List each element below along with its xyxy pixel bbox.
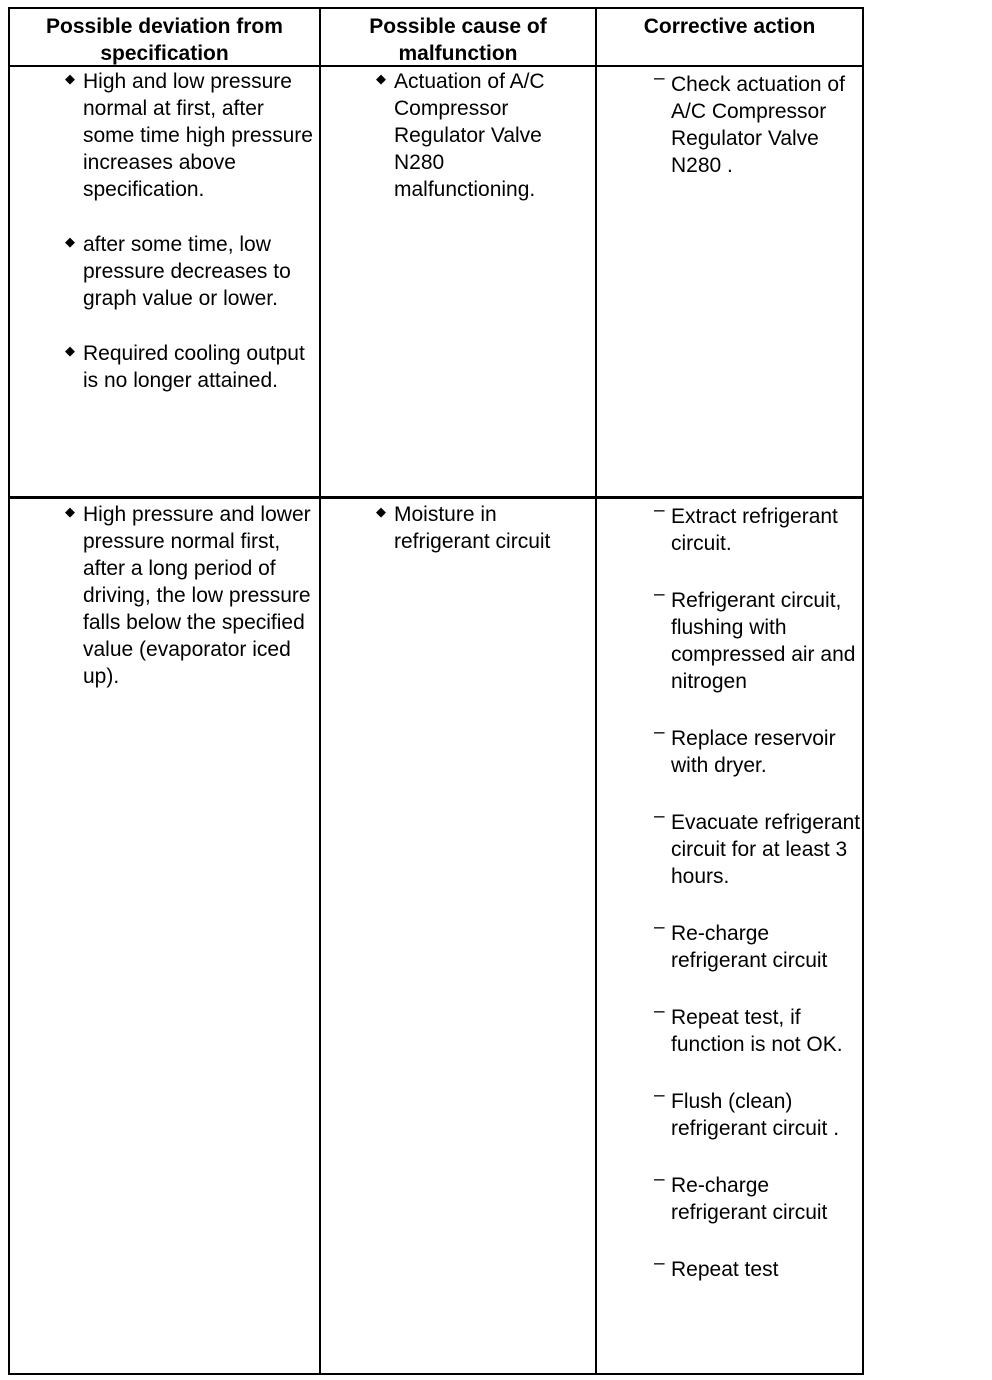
list-item [65, 68, 315, 203]
dash-icon: – [654, 584, 665, 605]
row1-deviation-cell [65, 68, 315, 394]
row1-cause-cell [376, 68, 584, 203]
bullet-icon: ◆ [65, 71, 75, 86]
list-item [654, 500, 864, 557]
list-item-text: Actuation of A/C Compressor Regulator Valve N280 malfunctioning. [394, 70, 545, 201]
list-item-text: after some time, low pressure decreases to graph value or lower. [83, 233, 291, 310]
dash-icon: – [654, 917, 665, 938]
column-divider [319, 9, 321, 1373]
list-item-text: Repeat test, if function is not OK. [671, 1006, 843, 1056]
list-item [654, 722, 864, 779]
bullet-icon: ◆ [376, 504, 386, 519]
list-item [654, 68, 856, 179]
list-item-text: Flush (clean) refrigerant circuit . [671, 1090, 840, 1140]
header-action: Corrective action [643, 15, 816, 38]
list-item-text: Moisture in refrigerant circuit [394, 503, 551, 553]
dash-icon: – [654, 806, 665, 827]
dash-icon: – [654, 1169, 665, 1190]
list-item [654, 1253, 864, 1283]
header-cause: Possible cause of malfunction [369, 15, 547, 65]
list-item-text: Extract refrigerant circuit. [671, 505, 838, 555]
list-item [654, 917, 864, 974]
list-item-text: High and low pressure normal at first, after some time high pressure increases above specification. [83, 70, 313, 201]
dash-icon: – [654, 500, 665, 521]
list-item [654, 806, 864, 890]
list-item-text: Replace reservoir with dryer. [671, 727, 836, 777]
bullet-icon: ◆ [65, 234, 75, 249]
list-item [376, 501, 589, 555]
list-item-text: High pressure and lower pressure normal first, after a long period of driving, the low pressure falls below the specified value (evaporator iced up). [83, 503, 311, 688]
list-item-text: Repeat test [671, 1258, 779, 1281]
row-divider [10, 496, 862, 499]
list-item-text: Required cooling output is no longer attained. [83, 342, 305, 392]
bullet-icon: ◆ [376, 71, 386, 86]
dash-icon: – [654, 68, 665, 89]
dash-icon: – [654, 1085, 665, 1106]
column-divider [595, 9, 597, 1373]
list-item-text: Refrigerant circuit, flushing with compressed air and nitrogen [671, 589, 856, 693]
bullet-icon: ◆ [65, 504, 75, 519]
row2-cause-cell [376, 501, 589, 555]
list-item-text: Evacuate refrigerant circuit for at least 3 hours. [671, 811, 861, 888]
list-item-text: Re-charge refrigerant circuit [671, 1174, 828, 1224]
list-item [654, 584, 864, 695]
row1-action-cell [654, 68, 856, 179]
dash-icon: – [654, 1001, 665, 1022]
bullet-icon: ◆ [65, 343, 75, 358]
dash-icon: – [654, 1253, 665, 1274]
row2-action-cell [654, 500, 864, 1283]
row2-deviation-cell [65, 501, 318, 690]
diagnosis-table [8, 7, 864, 1375]
dash-icon: – [654, 722, 665, 743]
list-item-text: Check actuation of A/C Compressor Regulator Valve N280 . [671, 73, 845, 177]
list-item [654, 1085, 864, 1142]
list-item [654, 1169, 864, 1226]
header-deviation: Possible deviation from specification [46, 15, 283, 65]
list-item-text: Re-charge refrigerant circuit [671, 922, 828, 972]
list-item [65, 231, 315, 312]
list-item [65, 340, 315, 394]
list-item [654, 1001, 864, 1058]
list-item [65, 501, 318, 690]
list-item [376, 68, 584, 203]
